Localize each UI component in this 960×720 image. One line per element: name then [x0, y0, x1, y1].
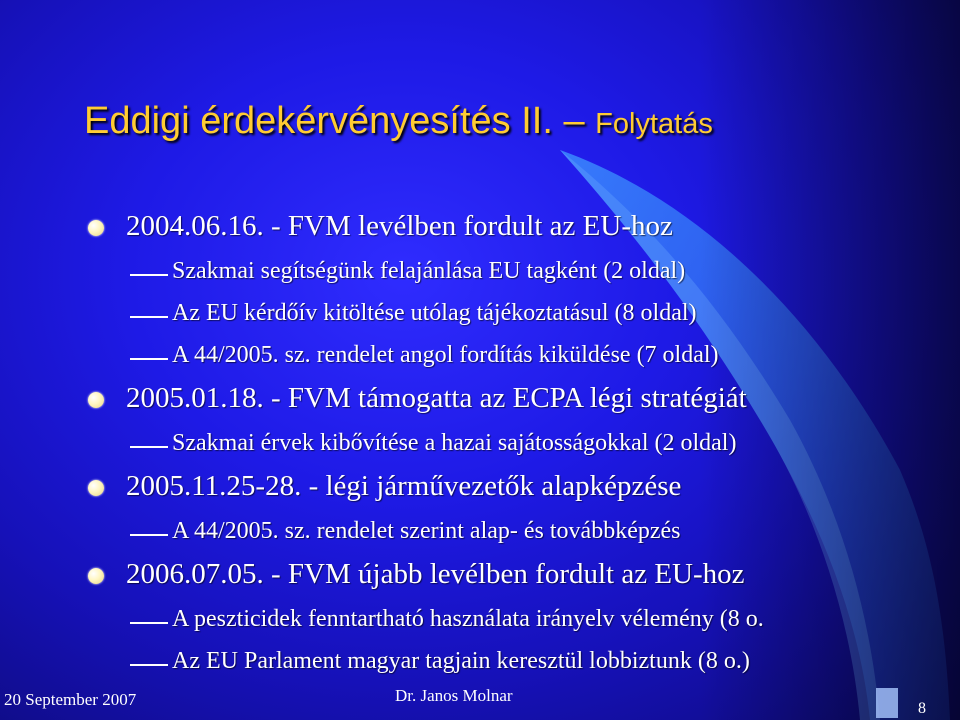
dash-icon [130, 664, 168, 666]
sub-item-text: Az EU Parlament magyar tagjain keresztül lobbiztunk (8 o.) [172, 648, 750, 674]
dash-icon [130, 534, 168, 536]
dash-icon [130, 316, 168, 318]
bullet-item [92, 558, 745, 591]
sub-item [130, 258, 686, 285]
bullet-text: 2005.01.18. - FVM támogatta az ECPA légi stratégiát [126, 382, 747, 414]
bullet-item [92, 470, 682, 503]
dash-icon [130, 274, 168, 276]
bullet-icon [88, 568, 104, 584]
bullet-text: 2006.07.05. - FVM újabb levélben fordult az EU-hoz [126, 558, 745, 590]
sub-item [130, 430, 737, 457]
bullet-text: 2005.11.25-28. - légi járművezetők alapképzése [126, 470, 682, 502]
dash-icon [130, 622, 168, 624]
dash-icon [130, 446, 168, 448]
sub-item-text: A 44/2005. sz. rendelet angol fordítás kiküldése (7 oldal) [172, 342, 719, 368]
bullet-icon [88, 220, 104, 236]
slide-number: 8 [918, 700, 926, 717]
sub-item-text: Szakmai segítségünk felajánlása EU tagként (2 oldal) [172, 258, 686, 284]
sub-item [130, 606, 764, 633]
bullet-text: 2004.06.16. - FVM levélben fordult az EU-hoz [126, 210, 673, 242]
title-subtitle: Folytatás [595, 108, 713, 140]
footer-author: Dr. Janos Molnar [395, 686, 513, 705]
sub-item [130, 518, 681, 545]
dash-icon [130, 358, 168, 360]
sub-item-text: A 44/2005. sz. rendelet szerint alap- és továbbképzés [172, 518, 681, 544]
sub-item-text: Szakmai érvek kibővítése a hazai sajátosságokkal (2 oldal) [172, 430, 737, 456]
slide-title [84, 100, 713, 143]
footer-date: 20 September 2007 [4, 690, 137, 709]
bullet-icon [88, 480, 104, 496]
sub-item-text: Az EU kérdőív kitöltése utólag tájékoztatásul (8 oldal) [172, 300, 697, 326]
sub-item-text: A peszticidek fenntartható használata irányelv vélemény (8 o. [172, 606, 764, 632]
bullet-item [92, 210, 673, 243]
sub-item [130, 300, 697, 327]
sub-item [130, 648, 750, 675]
corner-accent [876, 688, 898, 718]
bullet-icon [88, 392, 104, 408]
sub-item [130, 342, 719, 369]
bullet-item [92, 382, 747, 415]
title-main: Eddigi érdekérvényesítés II. – [84, 100, 596, 142]
